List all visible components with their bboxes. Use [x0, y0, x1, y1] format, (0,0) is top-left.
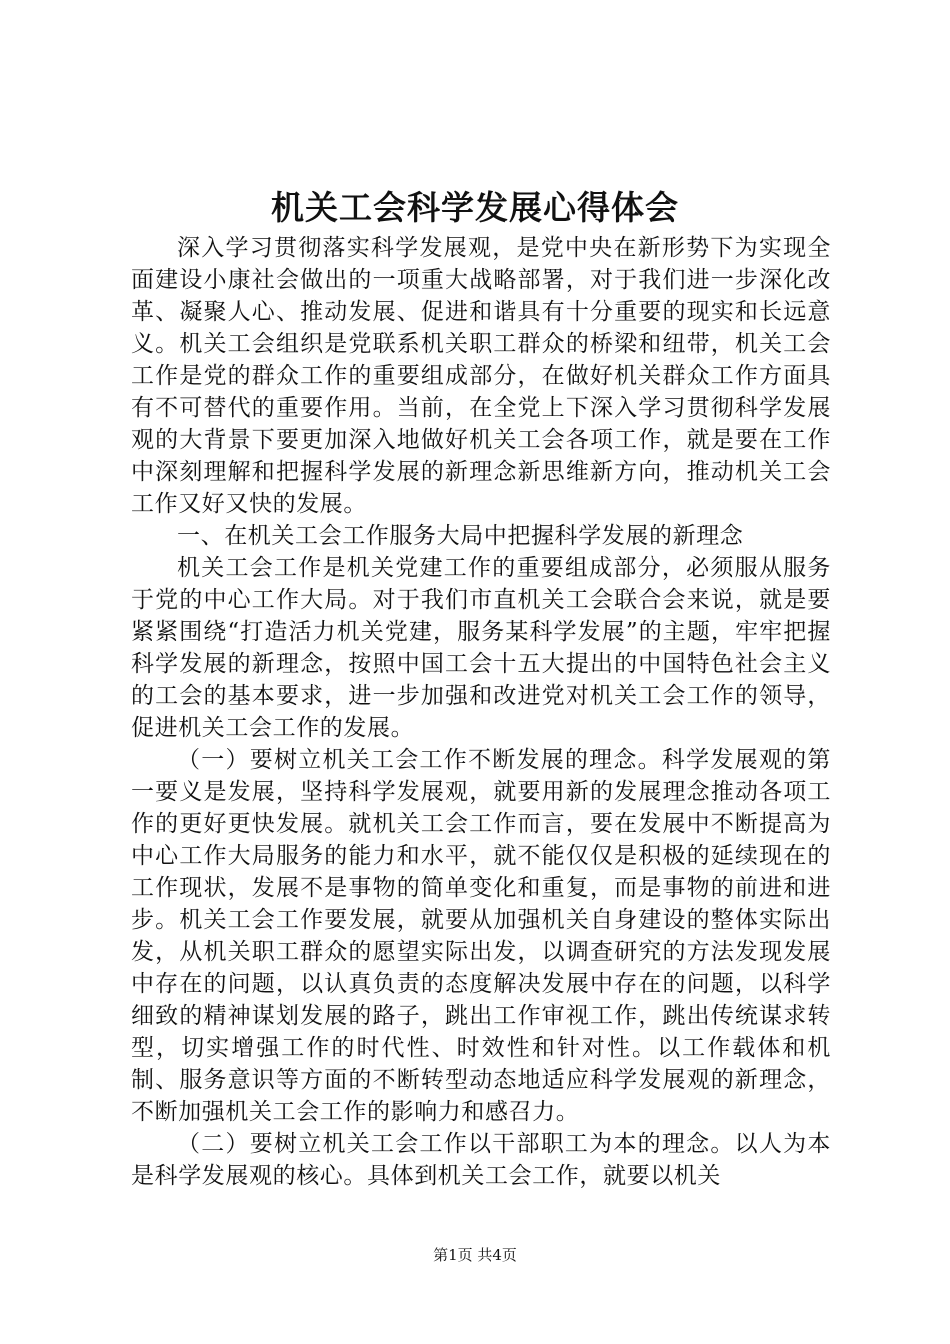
document-body: [131, 232, 831, 1192]
paragraph-point-2: （二）要树立机关工会工作以干部职工为本的理念。以人为本是科学发展观的核心。具体到机关工会工作，就要以机关: [131, 1131, 831, 1189]
paragraph-intro: 深入学习贯彻落实科学发展观，是党中央在新形势下为实现全面建设小康社会做出的一项重大战略部署，对于我们进一步深化改革、凝聚人心、推动发展、促进和谐具有十分重要的现实和长远意义。机关工会组织是党联系机关职工群众的桥梁和纽带，机关工会工作是党的群众工作的重要组成部分，在做好机关群众工作方面具有不可替代的重要作用。当前，在全党上下深入学习贯彻科学发展观的大背景下要更加深入地做好机关工会各项工作，就是要在工作中深刻理解和把握科学发展的新理念新思维新方向，推动机关工会工作又好又快的发展。: [131, 235, 831, 517]
section-heading-1: 一、在机关工会工作服务大局中把握科学发展的新理念: [177, 523, 744, 549]
paragraph-section-1: 机关工会工作是机关党建工作的重要组成部分，必须服从服务于党的中心工作大局。对于我们市直机关工会联合会来说，就是要紧紧围绕“打造活力机关党建，服务某科学发展”的主题，牢牢把握科学发展的新理念，按照中国工会十五大提出的中国特色社会主义的工会的基本要求，进一步加强和改进党对机关工会工作的领导，促进机关工会工作的发展。: [131, 555, 831, 741]
paragraph-point-1: （一）要树立机关工会工作不断发展的理念。科学发展观的第一要义是发展，坚持科学发展观，就要用新的发展理念推动各项工作的更好更快发展。就机关工会工作而言，要在发展中不断提高为中心工作大局服务的能力和水平，就不能仅仅是积极的延续现在的工作现状，发展不是事物的简单变化和重复，而是事物的前进和进步。机关工会工作要发展，就要从加强机关自身建设的整体实际出发，从机关职工群众的愿望实际出发，以调查研究的方法发现发展中存在的问题，以认真负责的态度解决发展中存在的问题，以科学细致的精神谋划发展的路子，跳出工作审视工作，跳出传统谋求转型，切实增强工作的时代性、时效性和针对性。以工作载体和机制、服务意识等方面的不断转型动态地适应科学发展观的新理念，不断加强机关工会工作的影响力和感召力。: [131, 747, 831, 1125]
page-number-footer: 第1页 共4页: [433, 1246, 517, 1264]
document-title: 机关工会科学发展心得体会: [271, 188, 679, 227]
